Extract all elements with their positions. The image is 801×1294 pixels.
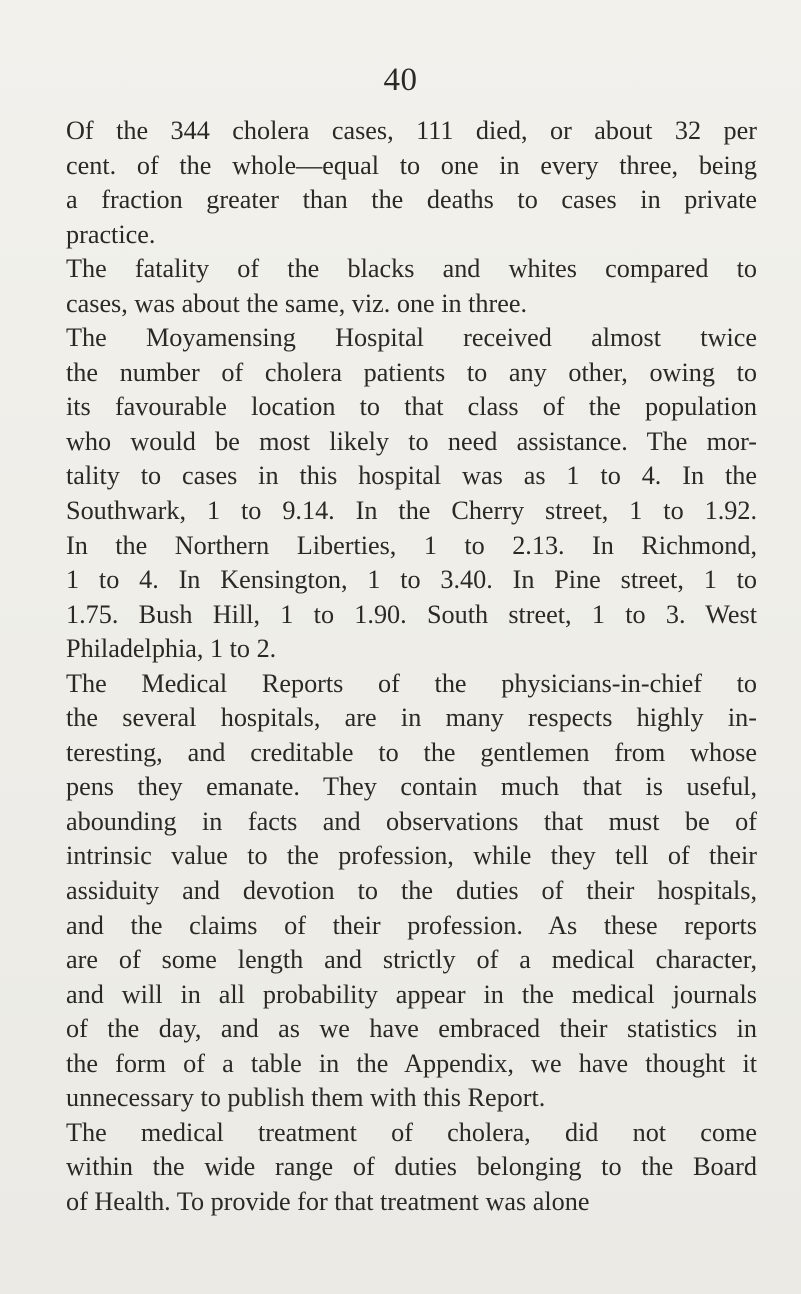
text-line: The Moyamensing Hospital received almost twice (66, 323, 757, 353)
text-line: Of the 344 cholera cases, 111 died, or about 32 per (66, 116, 757, 145)
page-number: 40 (383, 62, 418, 98)
paragraph (57, 321, 757, 666)
text-line: unnecessary to publish them with this Report. (66, 1083, 546, 1113)
text-line: the several hospitals, are in many respects highly in- (66, 703, 757, 733)
paragraph (57, 252, 757, 321)
text-line: assiduity and devotion to the duties of their hospitals, (66, 876, 757, 906)
body-text (57, 114, 757, 1220)
text-line: of the day, and as we have embraced their statistics in (66, 1014, 757, 1044)
paragraph (57, 667, 757, 1116)
text-line: intrinsic value to the profession, while they tell of their (66, 841, 757, 871)
text-line: who would be most likely to need assistance. The mor- (66, 426, 757, 456)
text-line: Philadelphia, 1 to 2. (66, 634, 277, 664)
text-line: and the claims of their profession. As these reports (66, 910, 757, 940)
text-line: In the Northern Liberties, 1 to 2.13. In Richmond, (66, 530, 757, 560)
text-line: 1 to 4. In Kensington, 1 to 3.40. In Pine street, 1 to (66, 565, 757, 595)
text-line: practice. (66, 219, 156, 249)
text-line: abounding in facts and observations that must be of (66, 806, 757, 836)
text-line: and will in all probability appear in the medical journals (66, 979, 757, 1009)
text-line: 1.75. Bush Hill, 1 to 1.90. South street, 1 to 3. West (66, 599, 757, 629)
text-line: the form of a table in the Appendix, we have thought it (66, 1048, 757, 1078)
text-line: tality to cases in this hospital was as 1 to 4. In the (66, 461, 757, 491)
text-line: The Medical Reports of the physicians-in-chief to (66, 668, 757, 698)
text-line: Southwark, 1 to 9.14. In the Cherry street, 1 to 1.92. (66, 496, 757, 526)
text-line: a fraction greater than the deaths to cases in private (66, 185, 757, 215)
text-line: The fatality of the blacks and whites compared to (66, 254, 757, 284)
paragraph (57, 1116, 757, 1220)
text-line: The medical treatment of cholera, did not come (66, 1117, 757, 1147)
text-line: of Health. To provide for that treatment was alone (66, 1186, 590, 1216)
text-line: its favourable location to that class of the population (66, 392, 757, 422)
text-line: cent. of the whole—equal to one in every three, being (66, 150, 757, 180)
text-line: the number of cholera patients to any other, owing to (66, 357, 757, 387)
text-line: cases, was about the same, viz. one in three. (66, 288, 528, 318)
paragraph (57, 114, 757, 252)
text-line: teresting, and creditable to the gentlemen from whose (66, 737, 757, 767)
text-line: within the wide range of duties belonging to the Board (66, 1152, 757, 1182)
text-line: are of some length and strictly of a medical character, (66, 945, 757, 975)
text-line: pens they emanate. They contain much that is useful, (66, 772, 757, 802)
